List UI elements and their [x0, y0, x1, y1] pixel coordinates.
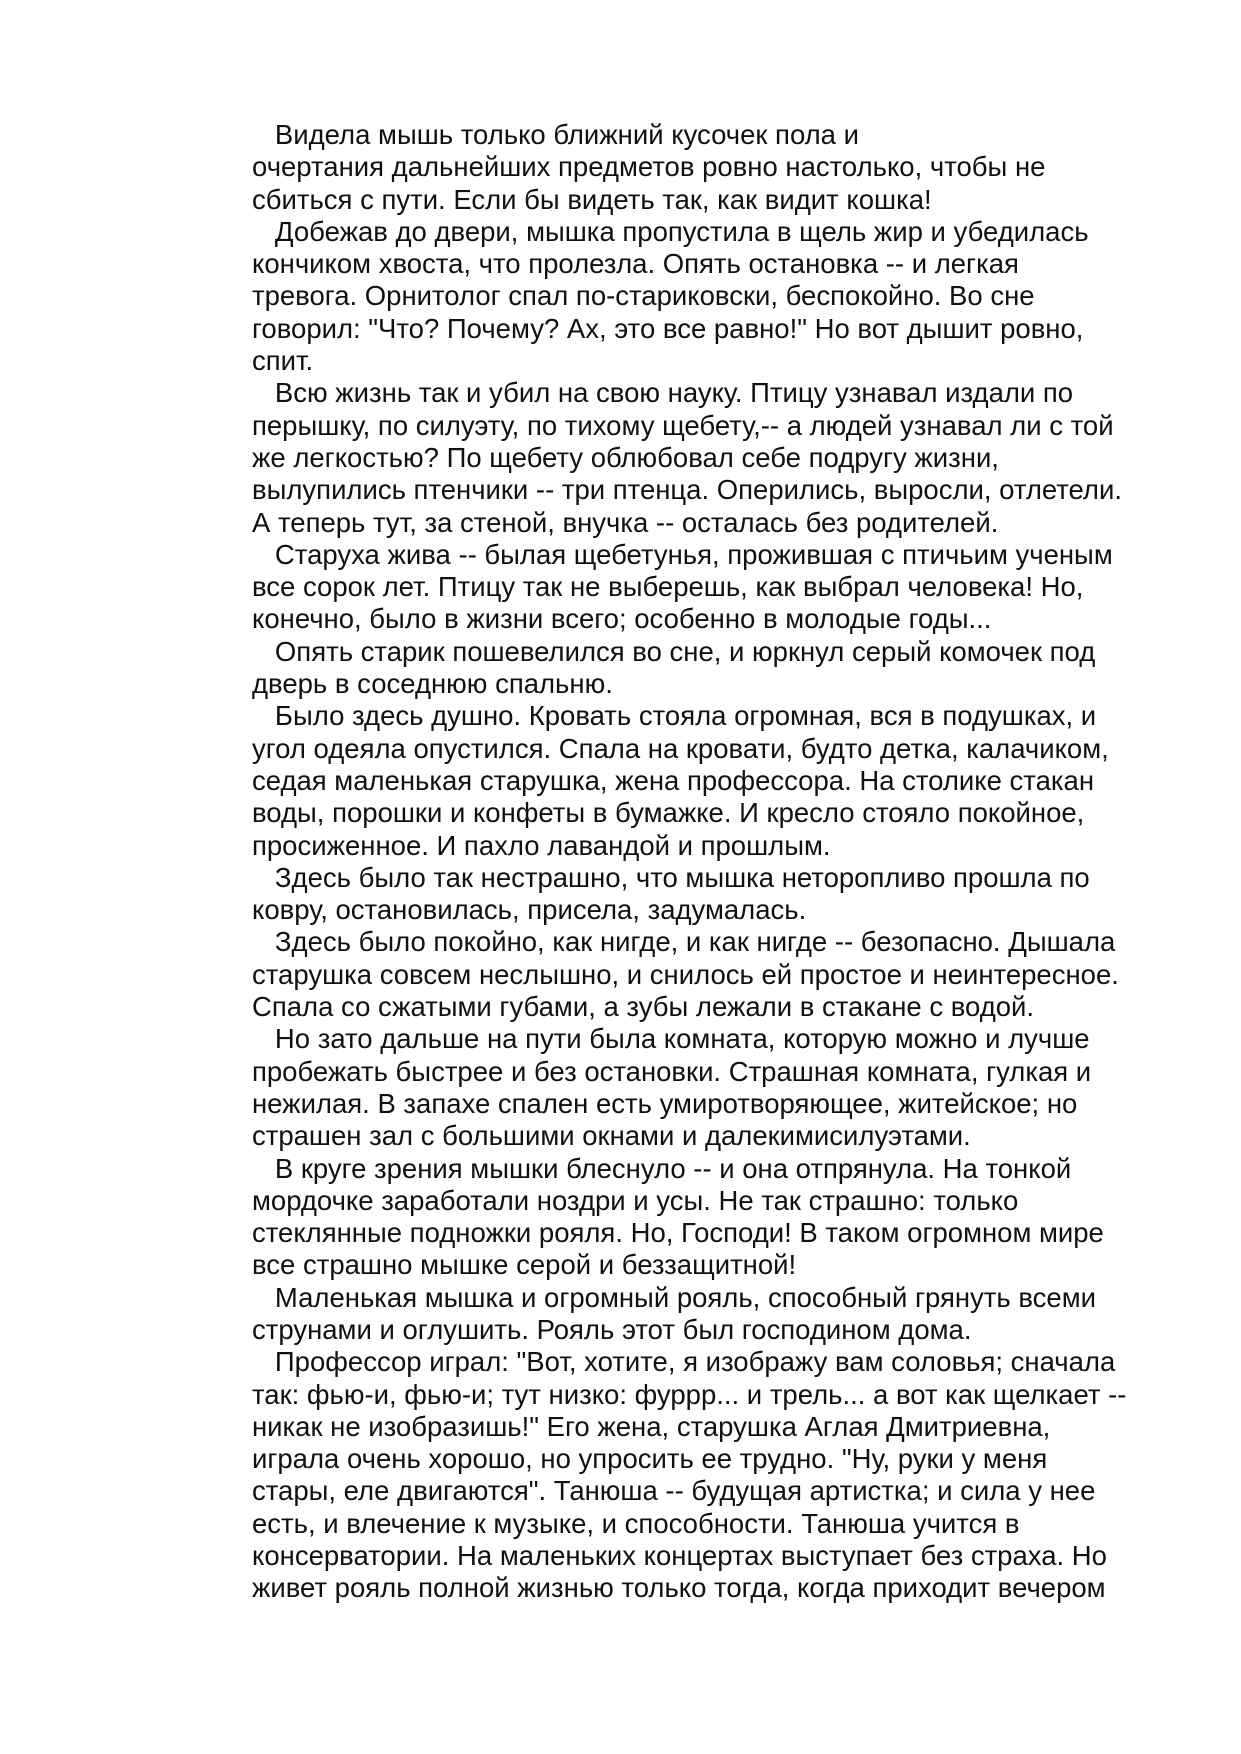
text-line: В круге зрения мышки блеснуло -- и она отпрянула. На тонкой: [252, 1152, 1072, 1184]
text-line: мордочке заработали ноздри и усы. Не так страшно: только: [252, 1184, 1019, 1216]
text-line: никак не изобразишь!" Его жена, старушка Аглая Дмитриевна,: [252, 1410, 1051, 1442]
text-line: стары, еле двигаются". Танюша -- будущая артистка; и сила у нее: [252, 1475, 1096, 1507]
text-line: Всю жизнь так и убил на свою науку. Птицу узнавал издали по: [252, 377, 1074, 409]
text-line: сбиться с пути. Если бы видеть так, как видит кошка!: [252, 183, 932, 215]
text-line: Спала со сжатыми губами, а зубы лежали в стакане с водой.: [252, 991, 1035, 1023]
text-line: А теперь тут, за стеной, внучка -- осталась без родителей.: [252, 506, 999, 538]
body-text: [252, 119, 1152, 1605]
text-line: консерватории. На маленьких концертах выступает без страха. Но: [252, 1540, 1107, 1572]
text-line: Опять старик пошевелился во сне, и юркнул серый комочек под: [252, 635, 1096, 667]
text-line: же легкостью? По щебету облюбовал себе подругу жизни,: [252, 441, 999, 473]
text-line: нежилая. В запахе спален есть умиротворяющее, житейское; но: [252, 1087, 1078, 1119]
text-line: Но зато дальше на пути была комната, которую можно и лучше: [252, 1023, 1090, 1055]
text-line: конечно, было в жизни всего; особенно в молодые годы...: [252, 603, 992, 635]
text-line: очертания дальнейших предметов ровно настолько, чтобы не: [252, 151, 1046, 183]
text-line: тревога. Орнитолог спал по-стариковски, беспокойно. Во сне: [252, 280, 1035, 312]
text-line: просиженное. И пахло лавандой и прошлым.: [252, 829, 831, 861]
text-line: ковру, остановилась, присела, задумалась.: [252, 894, 807, 926]
text-line: есть, и влечение к музыке, и способности. Танюша учится в: [252, 1507, 1020, 1539]
text-line: спит.: [252, 345, 314, 377]
text-line: старушка совсем неслышно, и снилось ей простое и неинтересное.: [252, 958, 1119, 990]
text-line: Здесь было покойно, как нигде, и как нигде -- безопасно. Дышала: [252, 926, 1116, 958]
text-line: Здесь было так нестрашно, что мышка неторопливо прошла по: [252, 861, 1090, 893]
text-line: стеклянные подножки рояля. Но, Господи! В таком огромном мире: [252, 1217, 1104, 1249]
text-line: Добежав до двери, мышка пропустила в щель жир и убедилась: [252, 215, 1089, 247]
text-line: Маленькая мышка и огромный рояль, способный грянуть всеми: [252, 1281, 1096, 1313]
text-line: воды, порошки и конфеты в бумажке. И кресло стояло покойное,: [252, 797, 1085, 829]
text-line: струнами и оглушить. Рояль этот был господином дома.: [252, 1313, 972, 1345]
text-line: Старуха жива -- былая щебетунья, прожившая с птичьим ученым: [252, 538, 1113, 570]
text-line: Профессор играл: "Вот, хотите, я изображу вам соловья; сначала: [252, 1346, 1116, 1378]
text-line: так: фью-и, фью-и; тут низко: фуррр... и трель... а вот как щелкает --: [252, 1378, 1127, 1410]
text-line: все страшно мышке серой и беззащитной!: [252, 1249, 797, 1281]
text-line: играла очень хорошо, но упросить ее трудно. "Ну, руки у меня: [252, 1443, 1048, 1475]
text-line: вылупились птенчики -- три птенца. Оперились, выросли, отлетели.: [252, 474, 1122, 506]
text-line: дверь в соседнюю спальню.: [252, 668, 613, 700]
text-line: Видела мышь только ближний кусочек пола и: [252, 119, 859, 150]
text-line: Было здесь душно. Кровать стояла огромная, вся в подушках, и: [252, 700, 1097, 732]
text-line: седая маленькая старушка, жена профессора. На столике стакан: [252, 764, 1094, 796]
text-line: все сорок лет. Птицу так не выберешь, как выбрал человека! Но,: [252, 571, 1084, 603]
text-line: говорил: "Что? Почему? Ах, это все равно!" Но вот дышит ровно,: [252, 312, 1084, 344]
text-line: живет рояль полной жизнью только тогда, когда приходит вечером: [252, 1572, 1106, 1604]
text-line: пробежать быстрее и без остановки. Страшная комната, гулкая и: [252, 1055, 1092, 1087]
text-line: кончиком хвоста, что пролезла. Опять остановка -- и легкая: [252, 248, 1019, 280]
text-line: перышку, по силуэту, по тихому щебету,-- а людей узнавал ли с той: [252, 409, 1114, 441]
text-line: страшен зал с большими окнами и далекимисилуэтами.: [252, 1120, 971, 1152]
text-line: угол одеяла опустился. Спала на кровати, будто детка, калачиком,: [252, 732, 1109, 764]
